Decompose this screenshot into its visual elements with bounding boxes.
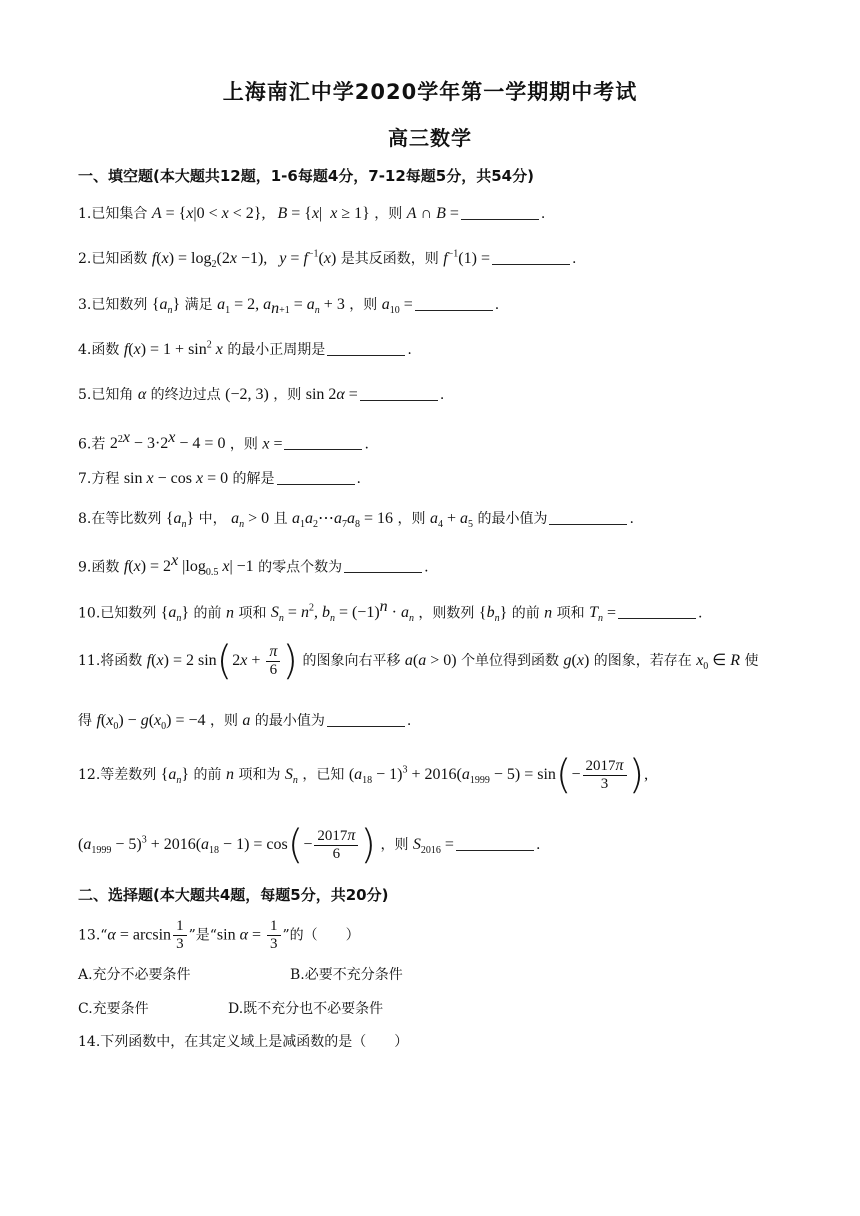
q10-text-mid2: 项和 (238, 605, 267, 622)
q5-text: 5.已知角 (78, 387, 134, 403)
question-12-line2: $(a_{1999} - 5)^3 + 2016(a_{18} - 1) = \cos(-$ $\frac{2017\pi}{6}$ ) ，则 $S_{2016}$ = . (78, 822, 541, 868)
question-11: 11.将函数 f(x) = 2 sin(2x + $\frac{\pi}{6}$ ) 的图象向右平移 a(a > 0) 个单位得到函数 g(x) 的图象，若存在 $x_0$ ∈ R 使 (78, 638, 759, 684)
q11-text-line2-mid: ，则 (209, 713, 238, 729)
question-8: 8.在等比数列 $\{a_n\}$ 中， $a_n > 0$ 且 $a_1a_2\cdots a_7a_8 = 16$ ，则 $a_4 + a_5$ 的最小值为 . (78, 510, 634, 531)
q13-option-b[interactable]: B.必要不充分条件 (290, 967, 403, 983)
q11-text-line2-mid2: 的最小值为 (254, 713, 325, 729)
q10-text-mid: 的前 (193, 605, 222, 622)
answer-blank[interactable] (618, 606, 696, 619)
q8-text-mid: 中， (198, 511, 227, 527)
question-13: 13.“α = arcsin $\frac{1}{3}$ ”是“sin α = $\frac{1}{3}$ ”的（ ） (78, 918, 360, 952)
answer-blank[interactable] (277, 472, 355, 485)
question-6: 6.若 $2^{2x} - 3\cdot 2^x - 4 = 0$ ，则 x = . (78, 429, 369, 453)
answer-blank[interactable] (461, 207, 539, 220)
q3-text-mid2: ，则 (349, 297, 378, 313)
q2-text-mid: 是其反函数，则 (340, 251, 439, 267)
q13-option-a[interactable]: A.充分不必要条件 (78, 967, 191, 983)
q1-end: . (540, 206, 546, 222)
q6-text: 6.若 (78, 436, 106, 453)
q12-text-mid3: ，已知 (302, 767, 345, 783)
q7-end: . (356, 471, 361, 487)
q7-text: 7.方程 (78, 471, 120, 487)
q4-end: . (407, 342, 412, 358)
question-10: 10.已知数列 $\{a_n\}$ 的前 n 项和 $S_n = n^2$, $b_n = (-1)^n \cdot a_n$ ，则数列 $\{b_n\}$ 的前 n 项和 $T_n$ = . (78, 598, 703, 625)
section-choice-heading: 二、选择题(本大题共4题，每题5分，共20分) (78, 886, 389, 904)
answer-blank[interactable] (284, 437, 362, 450)
q13-option-d[interactable]: D.既不充分也不必要条件 (228, 1001, 384, 1017)
q5-end: . (439, 387, 445, 403)
q13-end: ”的（ ） (282, 927, 360, 944)
answer-blank[interactable] (415, 298, 493, 311)
q10-text-mid3: ，则数列 (418, 605, 475, 622)
answer-blank[interactable] (344, 560, 422, 573)
q3-text-mid: 满足 (184, 297, 213, 313)
q4-text-mid: 的最小正周期是 (227, 342, 326, 358)
q10-text: 10.已知数列 (78, 605, 157, 622)
answer-blank[interactable] (492, 252, 570, 265)
q8-text-mid3: ，则 (397, 511, 426, 527)
q2-text: 2.已知函数 (78, 251, 148, 267)
q8-text-mid2: 且 (273, 511, 288, 527)
q6-end: . (364, 436, 369, 453)
q1-text-mid: ，则 (374, 206, 403, 222)
question-3: 3.已知数列 $\{a_n\}$ 满足 $a_1 = 2$, $a_{n+1} = a_n + 3$ ，则 $a_{10}$ = . (78, 296, 500, 318)
q10-end: . (698, 605, 703, 622)
q9-end: . (424, 559, 429, 576)
question-11-line2: 得 $f(x_0) - g(x_0) = -4$ ，则 a 的最小值为 . (78, 712, 412, 733)
exam-subtitle: 高三数学 (388, 126, 472, 150)
q12-end: . (535, 837, 541, 853)
q8-text: 8.在等比数列 (78, 511, 162, 527)
q11-text: 11.将函数 (78, 653, 143, 669)
q11-text-mid4: 使 (744, 653, 759, 669)
q11-text-mid3: 的图象，若存在 (593, 653, 692, 669)
q2-end: . (571, 251, 577, 267)
q10-text-mid5: 项和 (556, 605, 585, 622)
q8-text-mid4: 的最小值为 (477, 511, 548, 527)
q1-text: 1.已知集合 (78, 206, 148, 222)
exam-title: 上海南汇中学2020学年第一学期期中考试 (222, 80, 638, 104)
q13-text: 13.“ (78, 927, 108, 944)
q10-text-mid4: 的前 (511, 605, 540, 622)
question-1: 1.已知集合 A = {x|0 < x < 2}, B = {x| x ≥ 1} ，则 A ∩ B = . (78, 205, 546, 222)
q8-end: . (629, 511, 634, 527)
answer-blank[interactable] (549, 512, 627, 525)
q11-text-mid: 的图象向右平移 (302, 653, 401, 669)
q3-end: . (494, 297, 500, 313)
q11-text-mid2: 个单位得到函数 (461, 653, 560, 669)
q12-text: 12.等差数列 (78, 767, 157, 783)
answer-blank[interactable] (327, 343, 405, 356)
question-2: 2.已知函数 $f(x) = \log_2(2x -1)$, $y = f^{-1}(x)$ 是其反函数，则 $f^{-1}(1)$ = . (78, 248, 577, 271)
question-14: 14.下列函数中，在其定义域上是减函数的是（ ） (78, 1034, 409, 1050)
q11-text-line2: 得 (78, 713, 92, 729)
q4-text: 4.函数 (78, 342, 120, 358)
q3-text: 3.已知数列 (78, 297, 148, 313)
q7-text-mid: 的解是 (232, 471, 275, 487)
q9-text-mid: 的零点个数为 (258, 559, 343, 576)
q12-text-mid2: 项和为 (238, 767, 281, 783)
question-4: 4.函数 $f(x) = 1 + \sin^2 x$ 的最小正周期是 . (78, 339, 412, 358)
q12-text-line2-mid: ，则 (380, 837, 409, 853)
section-fill-blank-heading: 一、填空题(本大题共12题，1-6每题4分，7-12每题5分，共54分) (78, 167, 534, 185)
q11-end: . (406, 713, 412, 729)
q9-text: 9.函数 (78, 559, 120, 576)
q12-text-mid: 的前 (193, 767, 222, 783)
question-7: 7.方程 sin x − cos x = 0 的解是 . (78, 470, 361, 487)
answer-blank[interactable] (456, 838, 534, 851)
question-5: 5.已知角 α 的终边过点 (−2, 3) ，则 sin 2α = . (78, 386, 445, 403)
q5-text-mid: 的终边过点 (150, 387, 221, 403)
question-12: 12.等差数列 $\{a_n\}$ 的前 n 项和为 $S_n$ ，已知 $(a_{18} - 1)^3 + 2016(a_{1999} - 5) = \sin(-$ $\frac{2017\pi}{3}$ ), (78, 752, 649, 798)
answer-blank[interactable] (327, 714, 405, 727)
answer-blank[interactable] (360, 388, 438, 401)
question-9: 9.函数 $f(x) = 2^x$ $|\log_{0.5}$ x| −1 的零点个数为 . (78, 552, 429, 579)
q5-text-mid2: ，则 (273, 387, 302, 403)
q13-text-mid: ”是“ (188, 927, 217, 944)
q6-text-mid: ，则 (229, 436, 258, 453)
q13-option-c[interactable]: C.充要条件 (78, 1001, 149, 1017)
